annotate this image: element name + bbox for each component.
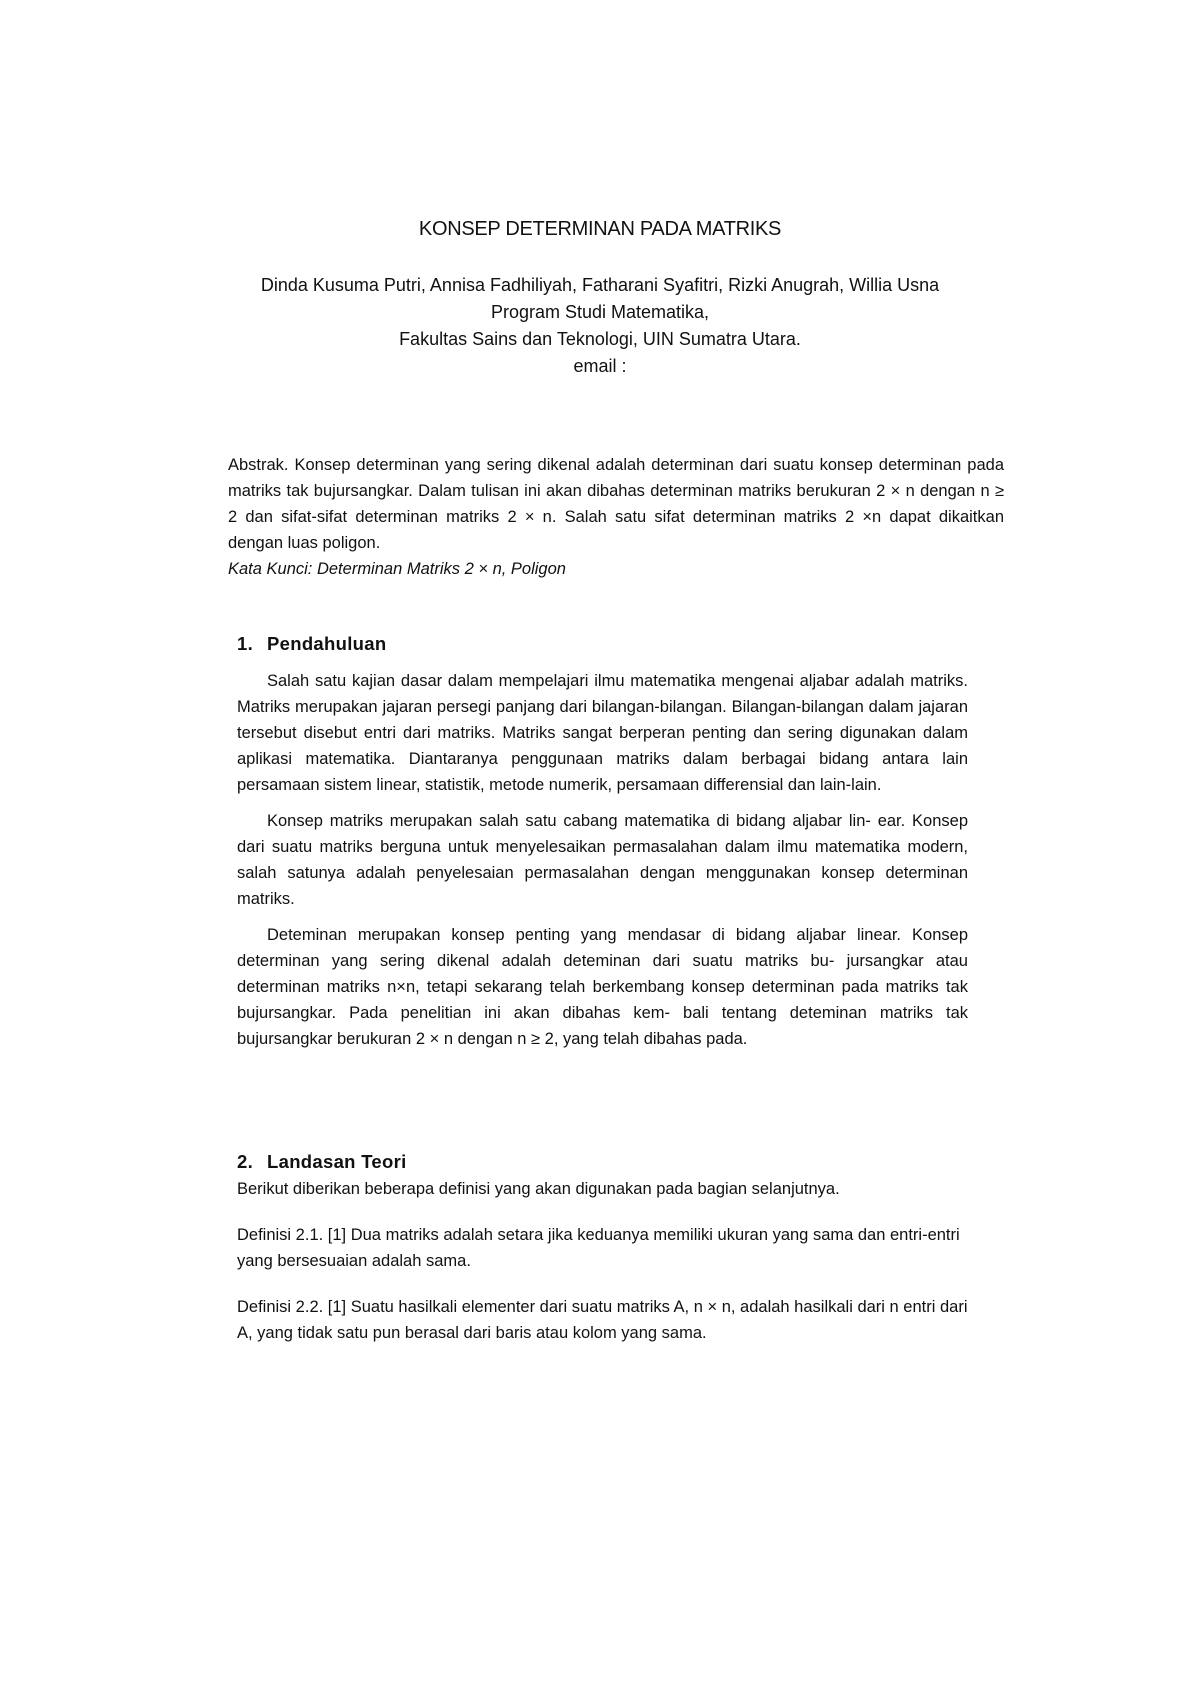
definition-2-2: Definisi 2.2. [1] Suatu hasilkali elementer dari suatu matriks A, n × n, adalah hasilkali dari n entri dari A, yang tidak satu pun berasal dari baris atau kolom yang sama. — [237, 1298, 968, 1342]
author-block — [0, 272, 1200, 380]
section-body-theory — [237, 1176, 968, 1366]
paper-title: KONSEP DETERMINAN PADA MATRIKS — [418, 218, 782, 240]
affiliation-program: Program Studi Matematika, — [490, 302, 710, 322]
section-number: 1. — [237, 633, 254, 654]
affiliation-faculty: Fakultas Sains dan Teknologi, UIN Sumatra Utara. — [399, 329, 801, 349]
section-title: Landasan Teori — [267, 1151, 407, 1172]
paragraph: Konsep matriks merupakan salah satu cabang matematika di bidang aljabar lin- ear. Konsep dari suatu matriks berguna untuk menyelesaikan permasalahan dalam ilmu matematika modern, salah satunya adalah penyelesaian permasalahan dengan menggunakan konsep determinan matriks. — [237, 812, 968, 908]
paragraph: Deteminan merupakan konsep penting yang mendasar di bidang aljabar linear. Konsep determinan yang sering dikenal adalah deteminan dari suatu matriks bu- jursangkar atau determinan matriks n×n, tetapi sekarang telah berkembang konsep determinan pada matriks tak bujursangkar. Pada penelitian ini akan dibahas kem- bali tentang deteminan matriks tak bujursangkar berukuran 2 × n dengan n ≥ 2, yang telah dibahas pada. — [237, 926, 968, 1048]
section-number: 2. — [237, 1151, 254, 1172]
email-label: email : — [573, 356, 627, 376]
abstract — [228, 452, 1004, 582]
abstract-text: Abstrak. Konsep determinan yang sering dikenal adalah determinan dari suatu konsep determinan pada matriks tak bujursangkar. Dalam tulisan ini akan dibahas determinan matriks berukuran 2 × n dengan n ≥ 2 dan sifat-sifat determinan matriks 2 × n. Salah satu sifat determinan matriks 2 ×n dapat dikaitkan dengan luas poligon. — [228, 456, 1004, 552]
keywords: Kata Kunci: Determinan Matriks 2 × n, Poligon — [228, 560, 566, 578]
section-heading-theory — [237, 1151, 407, 1173]
paragraph: Berikut diberikan beberapa definisi yang akan digunakan pada bagian selanjutnya. — [237, 1180, 840, 1198]
section-body-introduction — [237, 668, 968, 1062]
definition-2-1: Definisi 2.1. [1] Dua matriks adalah setara jika keduanya memiliki ukuran yang sama dan entri-entri yang bersesuaian adalah sama. — [237, 1226, 960, 1270]
section-title: Pendahuluan — [267, 633, 387, 654]
paragraph: Salah satu kajian dasar dalam mempelajari ilmu matematika mengenai aljabar adalah matriks. Matriks merupakan jajaran persegi panjang dari bilangan-bilangan. Bilangan-bilangan dalam jajaran tersebut disebut entri dari matriks. Matriks sangat berperan penting dan sering digunakan dalam aplikasi matematika. Diantaranya penggunaan matriks dalam berbagai bidang antara lain persamaan sistem linear, statistik, metode numerik, persamaan differensial dan lain-lain. — [237, 672, 968, 794]
section-heading-introduction — [237, 633, 386, 655]
author-list: Dinda Kusuma Putri, Annisa Fadhiliyah, Fatharani Syafitri, Rizki Anugrah, Willia Usna — [260, 275, 940, 295]
